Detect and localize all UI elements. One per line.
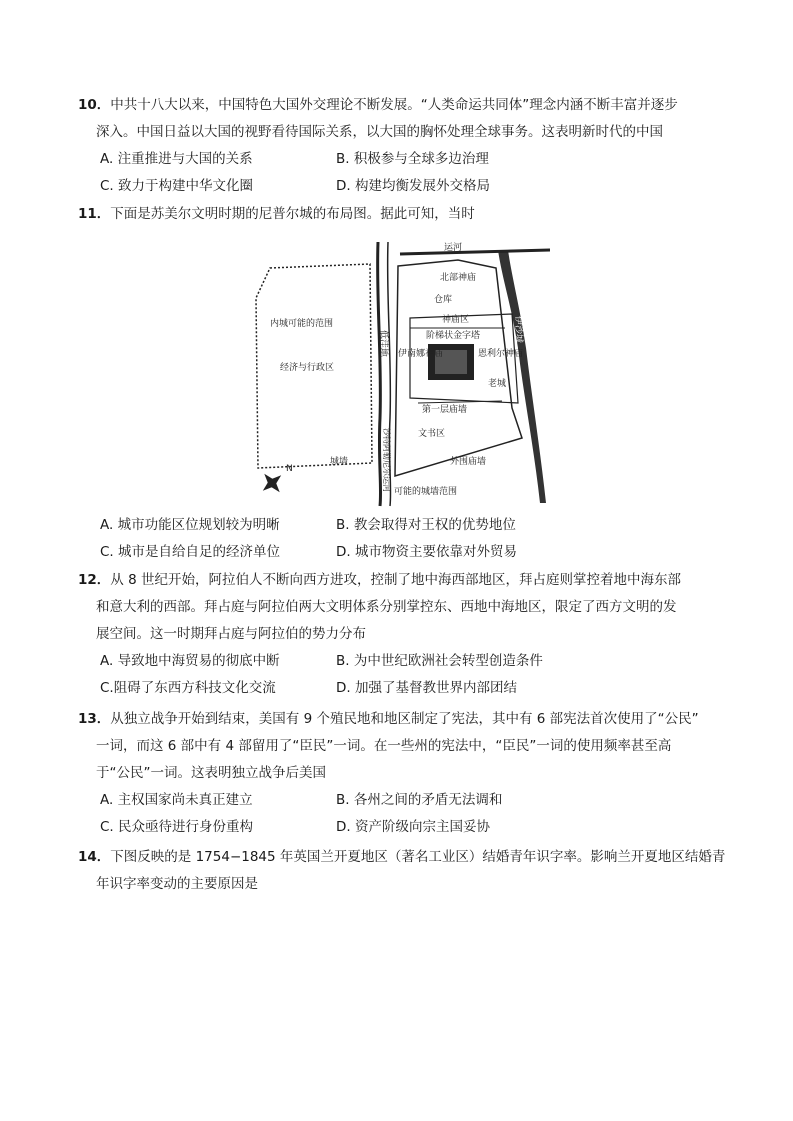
north-label: N xyxy=(286,464,293,474)
question-11-options xyxy=(78,512,728,566)
question-13 xyxy=(78,706,728,841)
shatt-canal xyxy=(378,242,381,506)
option-b: B. 积极参与全球多边治理 xyxy=(336,151,489,167)
question-stem: 下图反映的是 1754−1845 年英国兰开夏地区（著名工业区）结婚青年识字率。影响兰开夏地区结婚青 xyxy=(110,849,726,865)
question-11 xyxy=(78,201,728,228)
north-temple-label: 北部神庙 xyxy=(440,273,477,283)
outer-wall-label: 外围庙墙 xyxy=(450,457,487,467)
old-city-label: 老城 xyxy=(488,379,507,389)
question-stem: 中共十八大以来，中国特色大国外交理论不断发展。“人类命运共同体”理念内涵不断丰富并逐步 xyxy=(110,97,678,113)
question-12 xyxy=(78,567,728,702)
question-stem: 从独立战争开始到结束，美国有 9 个殖民地和地区制定了宪法，其中有 6 部宪法首次使用了“公民” xyxy=(110,711,699,727)
question-stem: 下面是苏美尔文明时期的尼普尔城的布局图。据此可知，当时 xyxy=(110,206,475,222)
question-14 xyxy=(78,844,728,898)
option-a: A. 注重推进与大国的关系 xyxy=(100,151,253,167)
canal-top xyxy=(400,250,550,254)
option-c: C. 城市是自给自足的经济单位 xyxy=(100,544,281,560)
question-number: 12． xyxy=(78,572,111,588)
shatt-canal-label: 沙特阿勒尼尔运河 xyxy=(382,428,391,492)
question-stem: 从 8 世纪开始，阿拉伯人不断向西方进攻，控制了地中海西部地区，拜占庭则掌控着地中海东部 xyxy=(110,572,681,588)
question-number: 13． xyxy=(78,711,111,727)
enlil-temple-label: 恩利尔神庙 xyxy=(478,349,524,359)
question-10 xyxy=(78,92,728,200)
option-a: A. 导致地中海贸易的彻底中断 xyxy=(100,653,280,669)
question-number: 11． xyxy=(78,206,111,222)
question-stem-cont: 年识字率变动的主要原因是 xyxy=(96,876,258,892)
low-land-label: 低洼地 xyxy=(378,330,388,358)
compass-icon xyxy=(260,464,292,495)
canal-label: 运河 xyxy=(444,243,463,253)
option-d: D. 城市物资主要依靠对外贸易 xyxy=(336,544,517,560)
option-b: B. 各州之间的矛盾无法调和 xyxy=(336,792,503,808)
question-stem-cont: 于“公民”一词。这表明独立战争后美国 xyxy=(96,765,326,781)
first-wall-label: 第一层庙墙 xyxy=(422,405,468,415)
option-a: A. 城市功能区位规划较为明晰 xyxy=(100,517,280,533)
euphrates-label: 伊沙城 xyxy=(513,316,523,344)
nippur-city-map xyxy=(250,238,550,508)
option-b: B. 教会取得对王权的优势地位 xyxy=(336,517,516,533)
ziggurat-label: 阶梯状金字塔 xyxy=(426,331,481,341)
option-b: B. 为中世纪欧洲社会转型创造条件 xyxy=(336,653,543,669)
option-a: A. 主权国家尚未真正建立 xyxy=(100,792,253,808)
city-wall-range-label: 可能的城墙范围 xyxy=(394,487,458,497)
question-stem-cont: 深入。中国日益以大国的视野看待国际关系，以大国的胸怀处理全球事务。这表明新时代的中国 xyxy=(96,124,663,140)
temple-zone-label: 神庙区 xyxy=(442,315,470,325)
econ-admin-label: 经济与行政区 xyxy=(280,363,335,373)
inanna-temple-label: 伊南娜神庙 xyxy=(398,349,444,359)
option-c: C.阻碍了东西方科技文化交流 xyxy=(100,680,276,696)
question-number: 10． xyxy=(78,97,111,113)
question-stem-cont: 展空间。这一时期拜占庭与阿拉伯的势力分布 xyxy=(96,626,366,642)
option-d: D. 构建均衡发展外交格局 xyxy=(336,178,490,194)
inner-city-range-label: 内城可能的范围 xyxy=(270,319,334,329)
scribe-zone-label: 文书区 xyxy=(418,429,446,439)
canal-river xyxy=(498,250,546,503)
option-d: D. 资产阶级向宗主国妥协 xyxy=(336,819,490,835)
question-stem-cont: 和意大利的西部。拜占庭与阿拉伯两大文明体系分别掌控东、西地中海地区，限定了西方文明的发 xyxy=(96,599,677,615)
city-wall-label: 城墙 xyxy=(330,457,349,467)
warehouse-label: 仓库 xyxy=(434,295,453,305)
question-number: 14． xyxy=(78,849,111,865)
option-c: C. 致力于构建中华文化圈 xyxy=(100,178,254,194)
question-stem-cont: 一词，而这 6 部中有 4 部留用了“臣民”一词。在一些州的宪法中，“臣民”一词的使用频率甚至高 xyxy=(96,738,672,754)
option-d: D. 加强了基督教世界内部团结 xyxy=(336,680,517,696)
option-c: C. 民众亟待进行身份重构 xyxy=(100,819,254,835)
